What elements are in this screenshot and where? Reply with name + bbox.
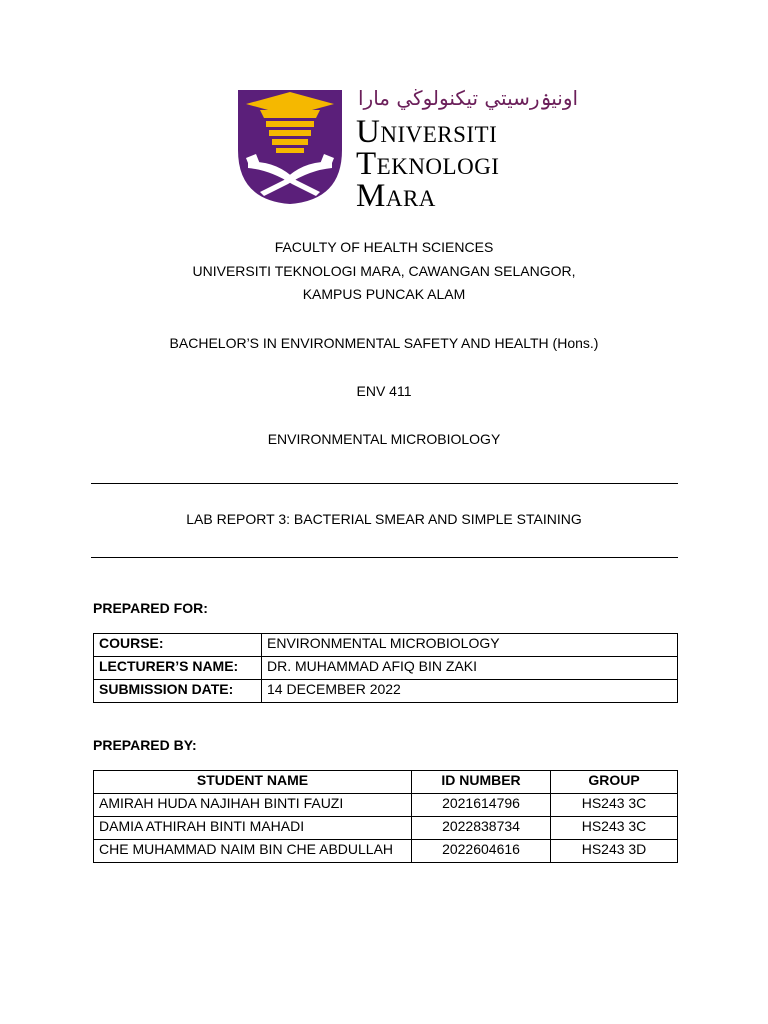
student-name: CHE MUHAMMAD NAIM BIN CHE ABDULLAH [94, 840, 412, 863]
logo-word-mara: Mara [356, 178, 436, 214]
table-row [94, 817, 678, 840]
student-id: 2022838734 [412, 817, 551, 840]
submission-value: 14 DECEMBER 2022 [262, 680, 678, 703]
lecturer-key: LECTURER’S NAME: [94, 657, 262, 680]
student-group: HS243 3C [551, 817, 678, 840]
table-row [94, 657, 678, 680]
student-group: HS243 3D [551, 840, 678, 863]
prepared-for-label: PREPARED FOR: [93, 600, 208, 616]
student-name: DAMIA ATHIRAH BINTI MAHADI [94, 817, 412, 840]
programme-line: BACHELOR’S IN ENVIRONMENTAL SAFETY AND HEALTH (Hons.) [169, 335, 599, 351]
student-id: 2021614796 [412, 794, 551, 817]
course-code: ENV 411 [356, 383, 412, 399]
student-group: HS243 3C [551, 794, 678, 817]
prepared-for-table [93, 633, 678, 703]
prepared-by-table [93, 770, 678, 863]
table-row [94, 680, 678, 703]
header-id-number: ID NUMBER [412, 771, 551, 794]
course-key: COURSE: [94, 634, 262, 657]
title-rule-top [91, 483, 678, 484]
student-id: 2022604616 [412, 840, 551, 863]
logo-word-teknologi: Teknologi [356, 146, 500, 182]
logo-word-universiti: Universiti [356, 114, 498, 150]
campus-line: KAMPUS PUNCAK ALAM [302, 286, 466, 302]
course-name: ENVIRONMENTAL MICROBIOLOGY [267, 431, 501, 447]
submission-key: SUBMISSION DATE: [94, 680, 262, 703]
lecturer-value: DR. MUHAMMAD AFIQ BIN ZAKI [262, 657, 678, 680]
prepared-by-label: PREPARED BY: [93, 737, 197, 753]
faculty-line: FACULTY OF HEALTH SCIENCES [274, 239, 494, 255]
university-line: UNIVERSITI TEKNOLOGI MARA, CAWANGAN SELANGOR, [192, 263, 576, 279]
header-group: GROUP [551, 771, 678, 794]
logo-jawi-text: اونيۏرسيتي تيكنولوڬي مارا [358, 86, 579, 110]
student-name: AMIRAH HUDA NAJIHAH BINTI FAUZI [94, 794, 412, 817]
header-student-name: STUDENT NAME [94, 771, 412, 794]
uitm-shield-icon [236, 88, 344, 206]
table-row [94, 794, 678, 817]
title-rule-bottom [91, 557, 678, 558]
table-row [94, 840, 678, 863]
report-title: LAB REPORT 3: BACTERIAL SMEAR AND SIMPLE STAINING [186, 511, 582, 527]
table-header-row [94, 771, 678, 794]
table-row [94, 634, 678, 657]
course-value: ENVIRONMENTAL MICROBIOLOGY [262, 634, 678, 657]
uitm-logo [236, 86, 579, 214]
